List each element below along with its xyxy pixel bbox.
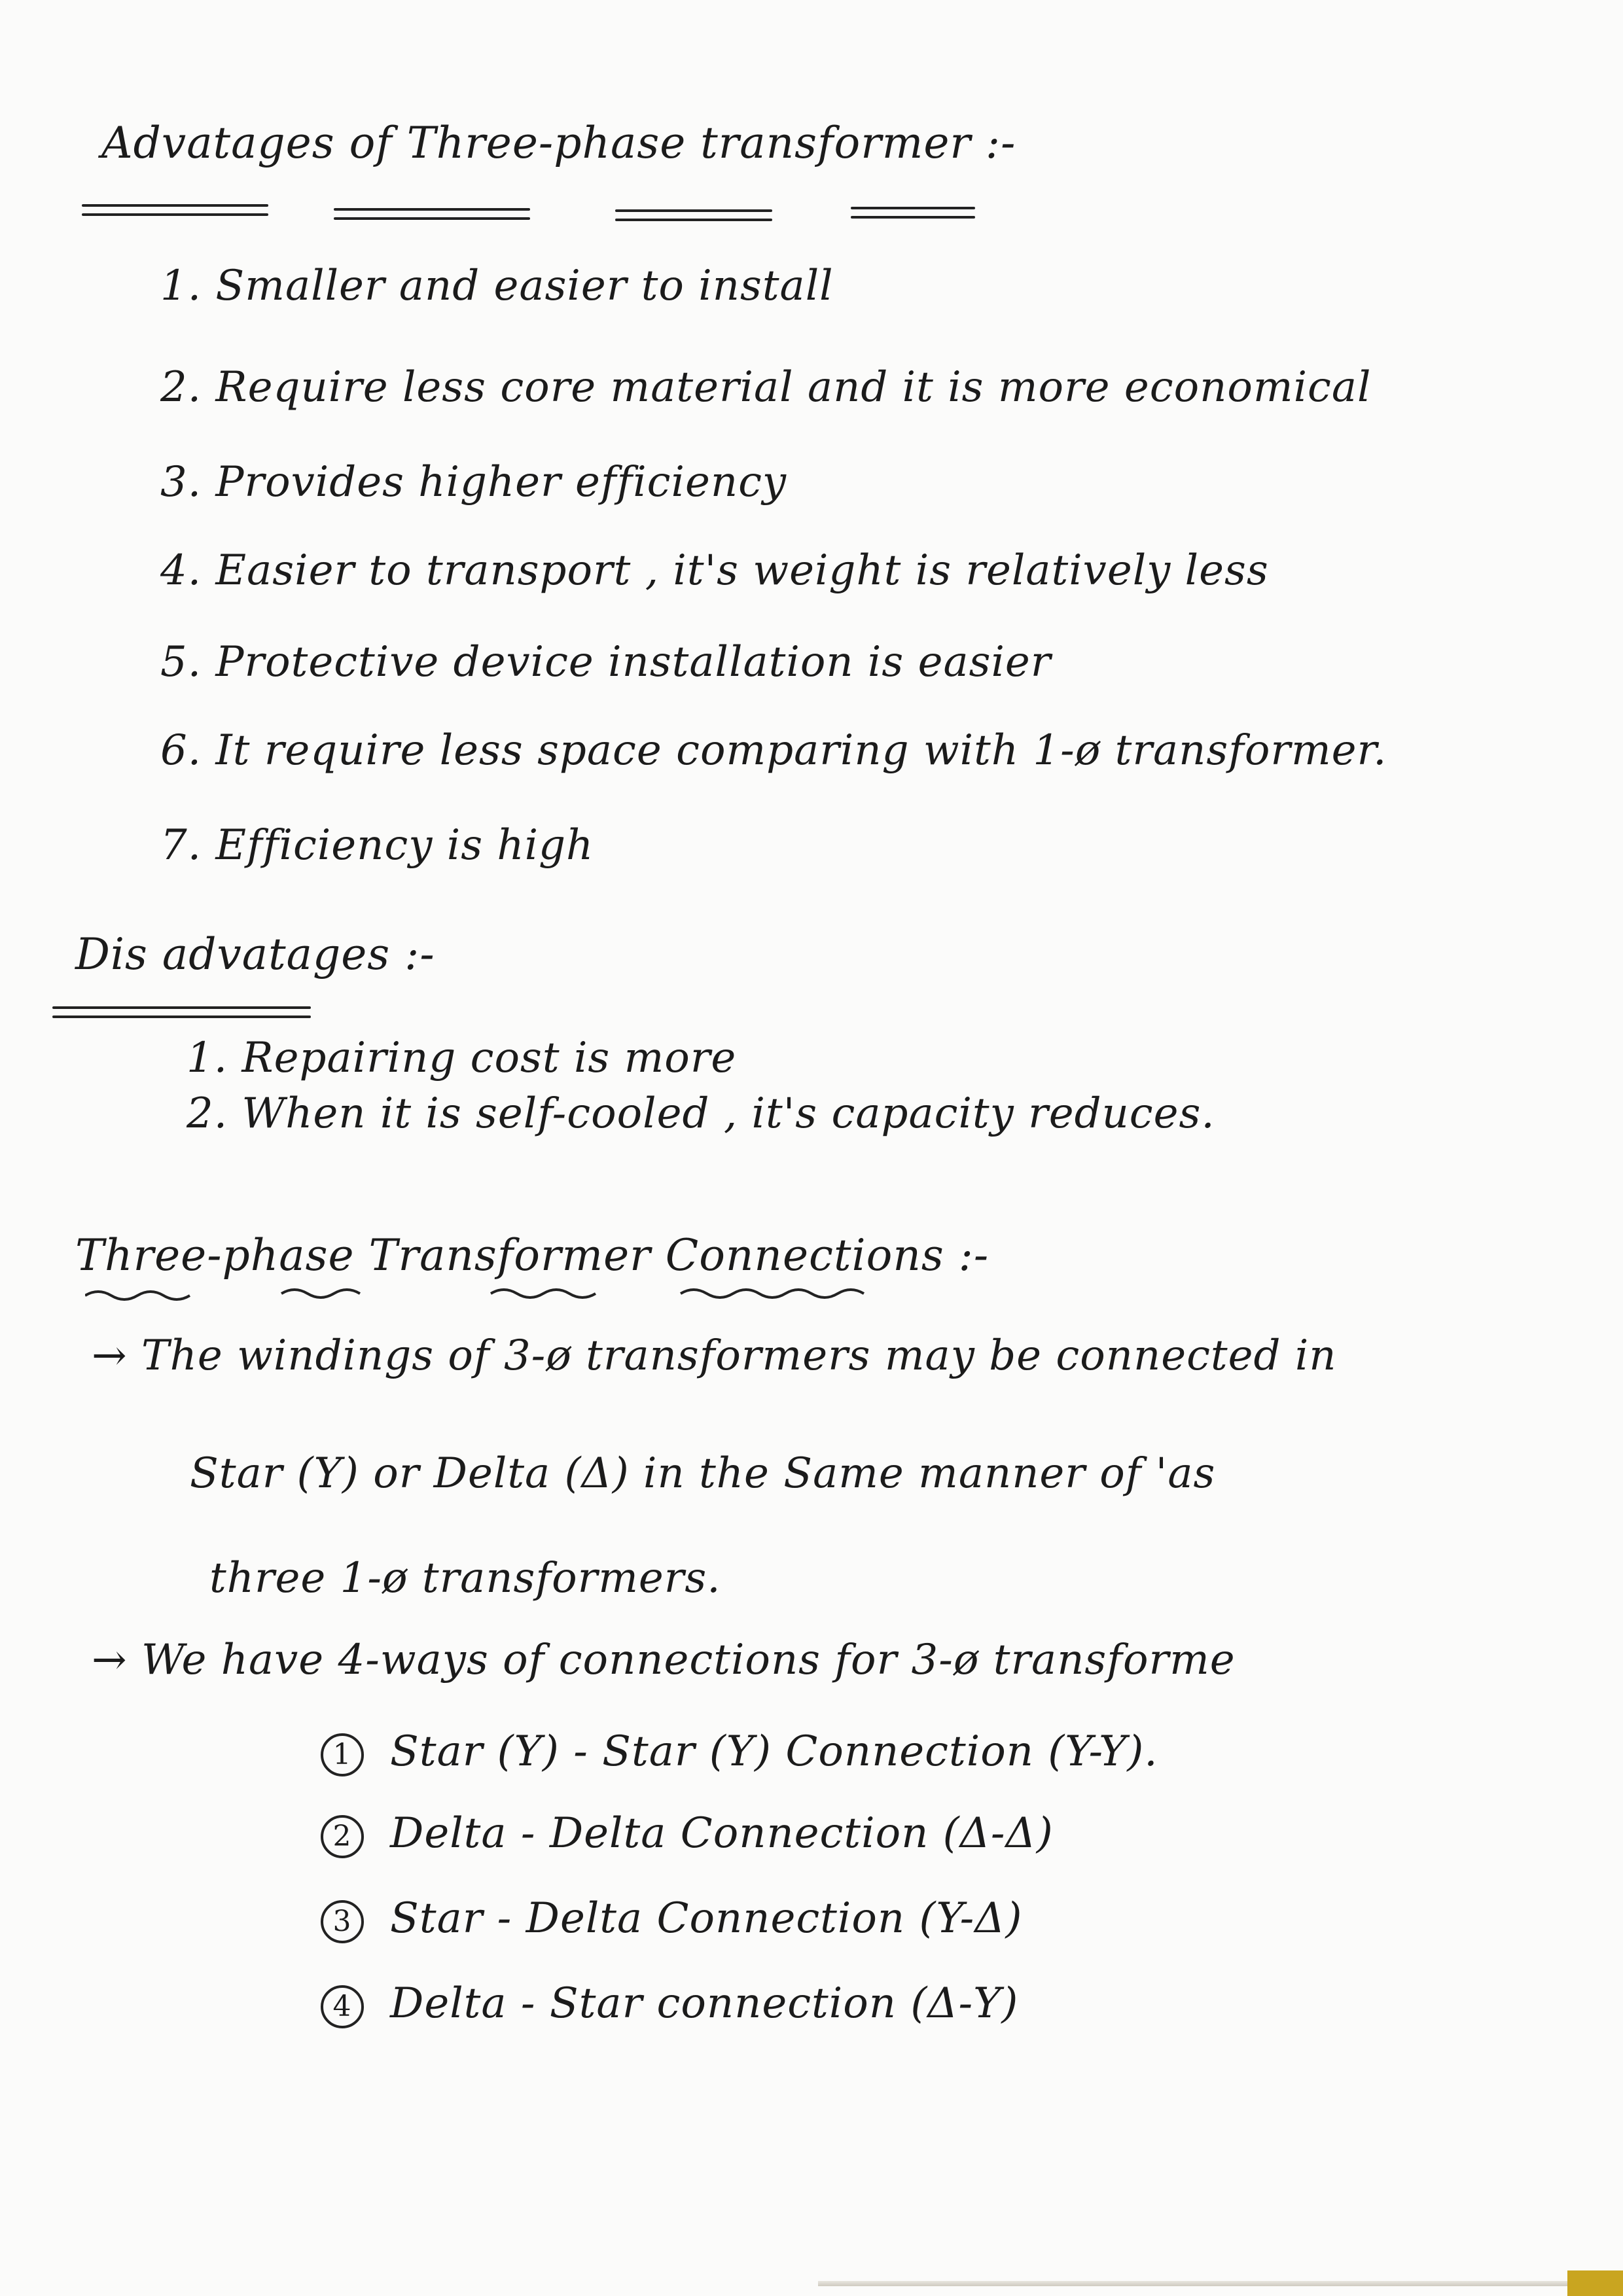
heading-underline bbox=[52, 1016, 311, 1018]
list-item: 1. Smaller and easier to install bbox=[160, 262, 834, 310]
page-edge bbox=[818, 2281, 1571, 2286]
heading-underline bbox=[615, 209, 772, 212]
circled-number: 3 bbox=[321, 1900, 364, 1943]
circled-number: 1 bbox=[321, 1733, 364, 1776]
list-item: 2. When it is self-cooled , it's capacity reduces. bbox=[187, 1089, 1215, 1138]
connection-way-label: Star - Delta Connection (Y-Δ) bbox=[390, 1894, 1023, 1943]
connection-way-item bbox=[321, 1727, 1158, 1776]
list-item: 6. It require less space comparing with 1-ø transformer. bbox=[160, 726, 1387, 775]
list-item: 4. Easier to transport , it's weight is relatively less bbox=[160, 546, 1269, 595]
list-item: 1. Repairing cost is more bbox=[187, 1034, 737, 1082]
connection-way-label: Delta - Star connection (Δ-Y) bbox=[390, 1979, 1019, 2028]
heading-underline bbox=[851, 216, 975, 219]
heading-underline bbox=[334, 217, 530, 220]
connection-way-item bbox=[321, 1979, 1018, 2028]
connections-paragraph-line: → We have 4-ways of connections for 3-ø transforme bbox=[92, 1636, 1236, 1684]
list-item: 3. Provides higher efficiency bbox=[160, 458, 787, 506]
heading-underline bbox=[851, 207, 975, 209]
disadvantages-heading: Dis advatages :- bbox=[75, 929, 435, 980]
connections-paragraph-line: three 1-ø transformers. bbox=[209, 1554, 721, 1602]
list-item: 2. Require less core material and it is more economical bbox=[160, 363, 1372, 412]
advantages-heading: Advatages of Three-phase transformer :- bbox=[101, 118, 1016, 168]
circled-number: 4 bbox=[321, 1985, 364, 2028]
heading-underline bbox=[334, 208, 530, 211]
heading-underline bbox=[52, 1006, 311, 1009]
connections-paragraph-line: Star (Y) or Delta (Δ) in the Same manner of 'as bbox=[190, 1449, 1216, 1498]
circled-number: 2 bbox=[321, 1815, 364, 1858]
list-item: 5. Protective device installation is easier bbox=[160, 638, 1052, 686]
heading-underline bbox=[82, 204, 268, 207]
heading-underline bbox=[615, 219, 772, 221]
connections-paragraph-line: → The windings of 3-ø transformers may be connected in bbox=[92, 1332, 1337, 1380]
list-item: 7. Efficiency is high bbox=[160, 821, 594, 870]
heading-underline bbox=[82, 213, 268, 216]
connection-way-label: Star (Y) - Star (Y) Connection (Y-Y). bbox=[390, 1727, 1158, 1776]
connection-way-item bbox=[321, 1809, 1054, 1858]
connections-heading: Three-phase Transformer Connections :- bbox=[75, 1230, 990, 1280]
heading-wavy-underline bbox=[85, 1286, 903, 1305]
page-corner bbox=[1567, 2270, 1623, 2296]
connection-way-item bbox=[321, 1894, 1022, 1943]
connection-way-label: Delta - Delta Connection (Δ-Δ) bbox=[390, 1809, 1054, 1858]
